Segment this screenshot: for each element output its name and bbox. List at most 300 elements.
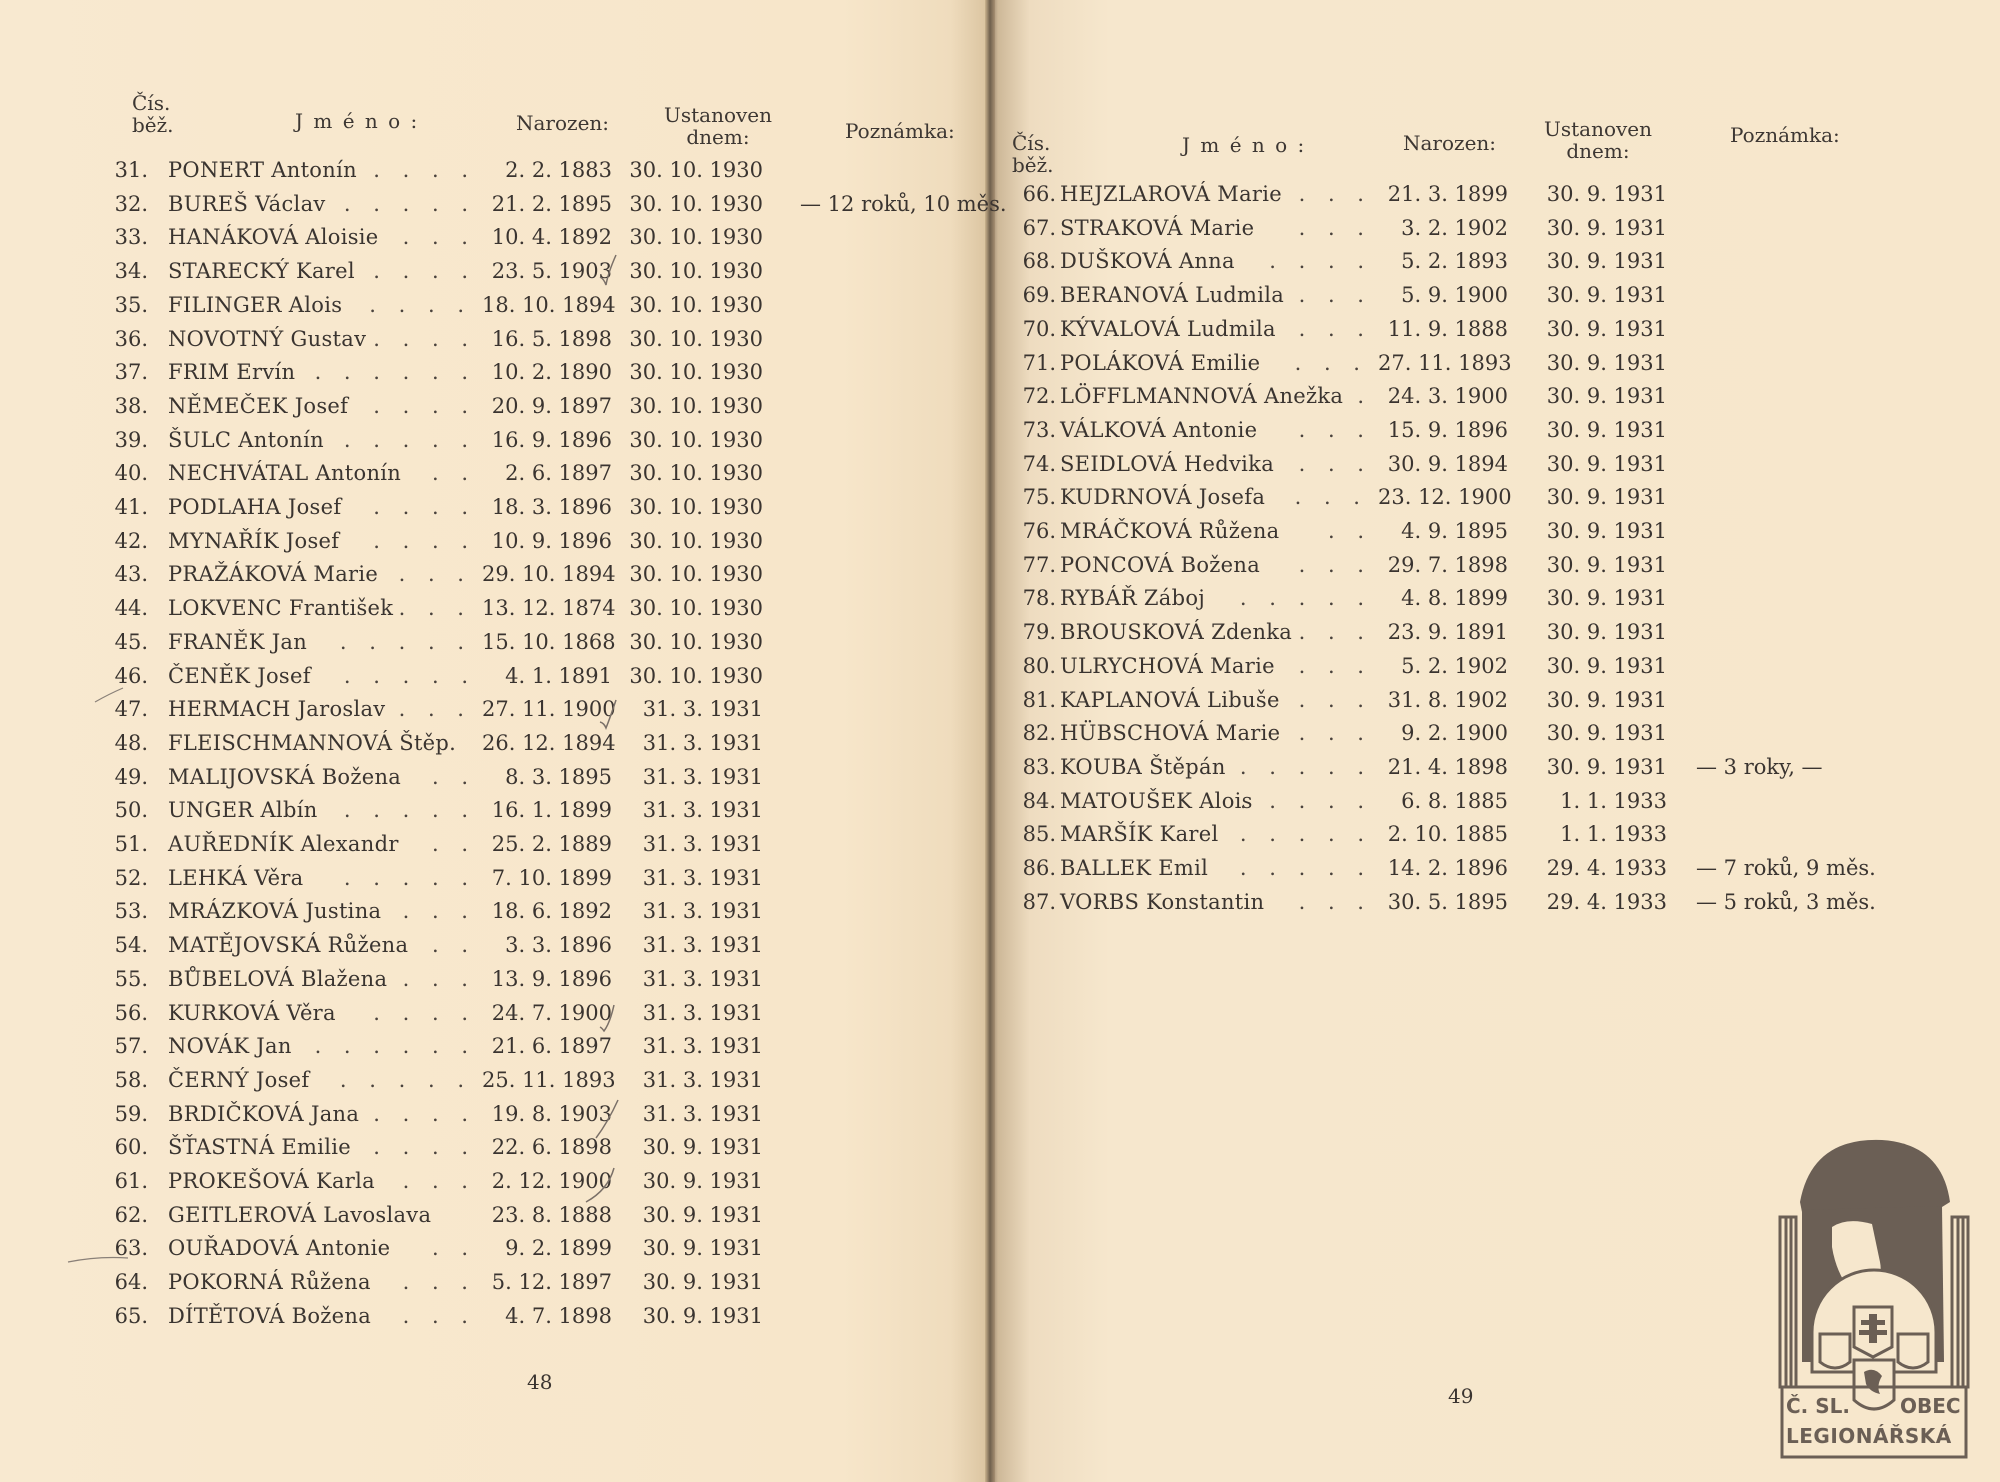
leader-dots: . . . . . <box>343 798 476 823</box>
leader-dots: . . . <box>402 225 476 250</box>
row-number: 49. <box>114 764 148 789</box>
check-mark-icon <box>600 700 616 728</box>
birth-date: 18. 3. 1896 <box>491 495 612 519</box>
birth-date: 5. 2. 1902 <box>1401 653 1508 678</box>
appointment-date: 30. 10. 1930 <box>629 528 763 553</box>
appointment-date: 30. 9. 1931 <box>1546 249 1667 274</box>
leader-dots: . . . <box>398 596 472 621</box>
birth-date: 16. 5. 1898 <box>491 326 612 351</box>
appointment-date: 29. 4. 1933 <box>1546 889 1667 914</box>
appointment-date: 30. 10. 1930 <box>629 393 763 418</box>
row-number: 82. <box>1022 721 1056 746</box>
leader-dots: . . . <box>1298 620 1372 645</box>
birth-date: 8. 3. 1895 <box>505 764 612 789</box>
appointed-label: Ustanoven <box>1543 117 1653 141</box>
leader-dots: . . . <box>1298 721 1372 746</box>
row-number: 62. <box>114 1202 148 1227</box>
appointment-date: 30. 10. 1930 <box>629 427 763 452</box>
row-number: 60. <box>114 1135 148 1160</box>
page-number-right: 49 <box>1448 1384 1474 1408</box>
appointment-date: 30. 9. 1931 <box>1546 384 1667 409</box>
legion-logo <box>1772 1132 1976 1462</box>
appointment-date: 31. 3. 1931 <box>642 1034 763 1059</box>
birth-date: 27. 11. 1893 <box>1378 350 1512 375</box>
birth-date: 21. 6. 1897 <box>491 1034 612 1059</box>
person-name: STARECKÝ Karel <box>168 259 355 284</box>
appointed-label: Ustanoven <box>663 103 773 127</box>
appointment-date: 30. 9. 1931 <box>1546 283 1667 308</box>
birth-date: 9. 2. 1899 <box>505 1236 612 1261</box>
leader-dots: . . . . <box>373 1101 476 1126</box>
birth-date: 4. 1. 1891 <box>505 663 612 688</box>
appointment-date: 30. 10. 1930 <box>629 360 763 385</box>
person-name: LEHKÁ Věra <box>168 865 304 890</box>
birth-date: 26. 12. 1894 <box>482 730 616 755</box>
person-name: UNGER Albín <box>168 798 318 823</box>
appointment-date: 1. 1. 1933 <box>1560 788 1667 813</box>
person-name: MRÁZKOVÁ Justina <box>168 899 382 924</box>
leader-dots: . . . . . <box>339 1067 472 1092</box>
row-number: 64. <box>114 1270 148 1295</box>
leader-dots: . . . <box>1298 889 1372 914</box>
person-name: ULRYCHOVÁ Marie <box>1060 653 1275 678</box>
leader-dots: . . . . . <box>1239 822 1372 847</box>
row-number: 83. <box>1022 754 1056 779</box>
birth-date: 20. 9. 1897 <box>491 393 612 418</box>
person-name: BUREŠ Václav <box>168 191 326 216</box>
birth-date: 13. 12. 1874 <box>482 596 616 621</box>
person-name: NECHVÁTAL Antonín <box>168 461 402 486</box>
appointment-date: 30. 9. 1931 <box>1546 653 1667 678</box>
person-name: PODLAHA Josef <box>168 495 342 519</box>
birth-date: 3. 3. 1896 <box>505 933 612 958</box>
birth-date: 2. 2. 1883 <box>505 158 612 182</box>
row-number: 61. <box>114 1169 148 1193</box>
leader-dots: . . . <box>1294 350 1368 375</box>
logo-text-line1-right: OBEC <box>1900 1394 1961 1418</box>
leader-dots: . . . <box>1294 485 1368 510</box>
leader-dots: . . . <box>402 1169 476 1193</box>
person-name: VORBS Konstantin <box>1060 889 1265 914</box>
person-name: MALIJOVSKÁ Božena <box>168 764 402 789</box>
person-name: RYBÁŘ Záboj <box>1060 586 1206 611</box>
note-text: — 5 roků, 3 měs. <box>1696 889 1876 914</box>
person-name: GEITLEROVÁ Lavoslava <box>168 1202 432 1227</box>
birth-date: 29. 7. 1898 <box>1387 552 1508 577</box>
birth-date: 4. 7. 1898 <box>505 1303 612 1328</box>
appointment-date: 30. 10. 1930 <box>629 495 763 519</box>
row-number: 81. <box>1022 687 1056 712</box>
appointment-date: 30. 9. 1931 <box>642 1169 763 1193</box>
born-column-header: Narozen: <box>516 111 610 135</box>
row-number: 85. <box>1022 822 1056 847</box>
row-number: 36. <box>114 326 148 351</box>
appointment-date: 30. 10. 1930 <box>629 292 763 317</box>
appointment-date: 30. 9. 1931 <box>1546 182 1667 206</box>
row-number: 70. <box>1022 316 1056 341</box>
row-number: 44. <box>114 596 148 621</box>
birth-date: 21. 4. 1898 <box>1387 754 1508 779</box>
leader-dots: . . . . <box>373 326 476 351</box>
person-name: DUŠKOVÁ Anna <box>1060 249 1235 274</box>
birth-date: 4. 8. 1899 <box>1401 586 1508 611</box>
row-number: 47. <box>114 697 148 722</box>
name-column-header-right: J m é n o : <box>1182 133 1307 157</box>
birth-date: 14. 2. 1896 <box>1387 856 1508 880</box>
row-number: 58. <box>114 1067 148 1092</box>
person-name: KÝVALOVÁ Ludmila <box>1060 316 1276 341</box>
appointment-date: 30. 9. 1931 <box>1546 552 1667 577</box>
leader-dots: . . . <box>1298 451 1372 476</box>
appointment-date: 30. 9. 1931 <box>1546 451 1667 476</box>
birth-date: 19. 8. 1903 <box>491 1101 612 1126</box>
row-number: 74. <box>1022 451 1056 476</box>
leader-dots: . . . . <box>373 158 476 182</box>
appointment-date: 30. 9. 1931 <box>1546 620 1667 645</box>
appointment-date: 30. 10. 1930 <box>629 191 763 216</box>
born-column-header-right: Narozen: <box>1403 131 1497 155</box>
person-name: FILINGER Alois <box>168 292 343 317</box>
birth-date: 23. 9. 1891 <box>1387 620 1508 645</box>
appointment-date: 31. 3. 1931 <box>642 730 763 755</box>
row-number: 86. <box>1022 856 1056 880</box>
person-name: MRÁČKOVÁ Růžena <box>1060 519 1280 543</box>
row-number: 57. <box>114 1034 148 1059</box>
person-name: POKORNÁ Růžena <box>168 1270 371 1295</box>
name-column-header: J m é n o : <box>295 109 420 133</box>
row-number: 52. <box>114 865 148 890</box>
birth-date: 2. 12. 1900 <box>491 1169 612 1193</box>
person-name: MATĚJOVSKÁ Růžena <box>168 933 409 958</box>
appointment-date: 30. 10. 1930 <box>629 596 763 621</box>
birth-date: 9. 2. 1900 <box>1401 721 1508 746</box>
appointment-date: 1. 1. 1933 <box>1560 822 1667 847</box>
person-name: LÖFFLMANNOVÁ Anežka <box>1060 384 1344 409</box>
person-name: PONERT Antonín <box>168 158 357 182</box>
leader-dots: . . . . <box>373 393 476 418</box>
number-label-2: běž. <box>1012 153 1054 177</box>
leader-dots: . . <box>431 764 476 789</box>
person-name: VÁLKOVÁ Antonie <box>1060 417 1258 442</box>
person-name: FRANĚK Jan <box>168 629 308 654</box>
leader-dots: . . . . . <box>343 191 476 216</box>
appointment-date: 31. 3. 1931 <box>642 832 763 856</box>
person-name: LOKVENC František <box>168 596 394 621</box>
leader-dots: . . . . <box>369 292 472 317</box>
appointment-date: 30. 9. 1931 <box>1546 721 1667 746</box>
row-number: 45. <box>114 629 148 654</box>
person-name: PONCOVÁ Božena <box>1060 552 1261 577</box>
birth-date: 16. 9. 1896 <box>491 427 612 452</box>
leader-dots: . . . <box>1298 653 1372 678</box>
row-number: 43. <box>114 562 148 587</box>
person-name: HEJZLAROVÁ Marie <box>1060 182 1283 206</box>
appointment-date: 30. 10. 1930 <box>629 663 763 688</box>
row-number: 37. <box>114 360 148 385</box>
leader-dots: . . . <box>398 562 472 587</box>
row-number: 53. <box>114 899 148 924</box>
row-number: 84. <box>1022 788 1056 813</box>
person-name: KUDRNOVÁ Josefa <box>1060 485 1266 510</box>
check-mark-icon <box>600 255 616 285</box>
birth-date: 25. 11. 1893 <box>482 1067 616 1092</box>
birth-date: 16. 1. 1899 <box>491 798 612 823</box>
person-name: NĚMEČEK Josef <box>168 393 349 418</box>
leader-dots: . . . . . <box>339 629 472 654</box>
leader-dots: . . . <box>402 1270 476 1295</box>
row-number: 48. <box>114 730 148 755</box>
birth-date: 23. 5. 1903 <box>491 259 612 284</box>
row-number: 80. <box>1022 653 1056 678</box>
leader-dots: . . . <box>398 697 472 722</box>
leader-dots: . . <box>431 832 476 856</box>
pencil-stroke <box>95 688 123 702</box>
person-name: ČENĚK Josef <box>168 663 311 688</box>
row-number: 51. <box>114 832 148 856</box>
appointment-date: 30. 10. 1930 <box>629 461 763 486</box>
leader-dots: . . . . . <box>343 427 476 452</box>
birth-date: 23. 12. 1900 <box>1378 485 1512 510</box>
row-number: 33. <box>114 225 148 250</box>
note-text: — 7 roků, 9 měs. <box>1696 856 1876 880</box>
leader-dots: . . <box>431 461 476 486</box>
person-name: ČERNÝ Josef <box>168 1067 310 1092</box>
person-name: KAPLANOVÁ Libuše <box>1060 687 1280 712</box>
leader-dots: . . . <box>1298 215 1372 240</box>
leader-dots: . . . . <box>373 1135 476 1160</box>
person-name: MYNAŘÍK Josef <box>168 528 340 553</box>
person-name: FRIM Ervín <box>168 360 296 385</box>
appointment-date: 30. 10. 1930 <box>629 158 763 182</box>
leader-dots: . . . . <box>373 528 476 553</box>
leader-dots: . . . . . . <box>314 1034 476 1059</box>
appointment-date: 30. 9. 1931 <box>642 1135 763 1160</box>
birth-date: 24. 3. 1900 <box>1387 384 1508 409</box>
birth-date: 2. 10. 1885 <box>1387 822 1508 847</box>
appointment-date: 30. 9. 1931 <box>1546 586 1667 611</box>
birth-date: 4. 9. 1895 <box>1401 519 1508 543</box>
leader-dots: . . . <box>1298 687 1372 712</box>
appointment-date: 31. 3. 1931 <box>642 764 763 789</box>
row-number: 67. <box>1022 215 1056 240</box>
appointment-date: 30. 9. 1931 <box>642 1270 763 1295</box>
row-number: 31. <box>114 158 148 182</box>
number-label: Čís. <box>132 91 171 115</box>
row-number: 54. <box>114 933 148 958</box>
leader-dots: . . . <box>1298 552 1372 577</box>
leader-dots: . . . . <box>1269 249 1372 274</box>
birth-date: 5. 12. 1897 <box>491 1270 612 1295</box>
leader-dots: . . . . <box>373 495 476 519</box>
leader-dots: . . . . <box>373 1000 476 1025</box>
birth-date: 30. 9. 1894 <box>1387 451 1508 476</box>
leader-dots: . . . . . <box>343 663 476 688</box>
birth-date: 10. 4. 1892 <box>491 225 612 250</box>
birth-date: 15. 10. 1868 <box>482 629 616 654</box>
person-name: MATOUŠEK Alois <box>1060 788 1253 813</box>
person-name: NOVOTNÝ Gustav <box>168 326 367 351</box>
leader-dots: . . . <box>402 966 476 991</box>
birth-date: 21. 3. 1899 <box>1387 182 1508 206</box>
page-number-left: 48 <box>527 1370 553 1394</box>
appointment-date: 29. 4. 1933 <box>1546 856 1667 880</box>
person-name: BRDIČKOVÁ Jana <box>168 1101 360 1126</box>
leader-dots: . . . <box>1298 316 1372 341</box>
appointment-date: 30. 9. 1931 <box>1546 754 1667 779</box>
birth-date: 25. 2. 1889 <box>491 832 612 856</box>
number-label: Čís. <box>1012 131 1051 155</box>
note-text: — 12 roků, 10 měs. <box>800 191 1007 216</box>
leader-dots: . . . . . . <box>314 360 476 385</box>
birth-date: 27. 11. 1900 <box>482 697 616 722</box>
leader-dots: . . . <box>1298 283 1372 308</box>
person-name: HERMACH Jaroslav <box>168 697 386 722</box>
leader-dots: . . . <box>1298 417 1372 442</box>
row-number: 66. <box>1022 182 1056 206</box>
person-name: AUŘEDNÍK Alexandr <box>168 832 399 856</box>
birth-date: 23. 8. 1888 <box>491 1202 612 1227</box>
appointed-label-2: dnem: <box>1566 139 1630 163</box>
leader-dots: . . . . . <box>1239 788 1372 813</box>
row-number: 35. <box>114 292 148 317</box>
row-number: 59. <box>114 1101 148 1126</box>
note-column-header-right: Poznámka: <box>1730 123 1840 147</box>
row-number: 55. <box>114 966 148 991</box>
row-number: 73. <box>1022 417 1056 442</box>
birth-date: 11. 9. 1888 <box>1387 316 1508 341</box>
birth-date: 15. 9. 1896 <box>1387 417 1508 442</box>
birth-date: 31. 8. 1902 <box>1387 687 1508 712</box>
appointment-date: 31. 3. 1931 <box>642 697 763 722</box>
person-name: PRAŽÁKOVÁ Marie <box>168 562 379 587</box>
leader-dots: . . . . . <box>1239 856 1372 880</box>
appointment-date: 30. 10. 1930 <box>629 225 763 250</box>
appointment-date: 30. 9. 1931 <box>1546 417 1667 442</box>
row-number: 77. <box>1022 552 1056 577</box>
check-mark-icon <box>586 1168 614 1202</box>
note-column-header: Poznámka: <box>845 119 955 143</box>
person-name: NOVÁK Jan <box>168 1034 292 1059</box>
person-name: ŠULC Antonín <box>168 427 324 452</box>
appointment-date: 30. 10. 1930 <box>629 629 763 654</box>
person-name: BROUSKOVÁ Zdenka <box>1060 620 1293 645</box>
row-number: 56. <box>114 1000 148 1025</box>
row-number: 41. <box>114 495 148 519</box>
birth-date: 10. 9. 1896 <box>491 528 612 553</box>
birth-date: 29. 10. 1894 <box>482 562 616 587</box>
appointment-date: 30. 10. 1930 <box>629 259 763 284</box>
person-name: KOUBA Štěpán <box>1060 754 1226 779</box>
appointment-date: 31. 3. 1931 <box>642 865 763 890</box>
leader-dots: . . <box>1327 519 1372 543</box>
birth-date: 5. 2. 1893 <box>1401 249 1508 274</box>
person-name: FLEISCHMANNOVÁ Štěp. <box>168 730 457 755</box>
birth-date: 24. 7. 1900 <box>491 1000 612 1025</box>
appointment-date: 31. 3. 1931 <box>642 899 763 924</box>
birth-date: 2. 6. 1897 <box>505 461 612 486</box>
appointment-date: 31. 3. 1931 <box>642 1067 763 1092</box>
appointment-date: 30. 9. 1931 <box>642 1303 763 1328</box>
check-mark-icon <box>600 1005 614 1031</box>
person-name: MARŠÍK Karel <box>1060 822 1219 847</box>
leader-dots: . . . <box>1298 182 1372 206</box>
birth-date: 5. 9. 1900 <box>1401 283 1508 308</box>
row-number: 42. <box>114 528 148 553</box>
appointment-date: 30. 9. 1931 <box>1546 485 1667 510</box>
leader-dots: . . . <box>402 899 476 924</box>
birth-date: 6. 8. 1885 <box>1401 788 1508 813</box>
appointment-date: 30. 9. 1931 <box>1546 687 1667 712</box>
person-name: BŮBELOVÁ Blažena <box>168 966 388 991</box>
person-name: DÍTĚTOVÁ Božena <box>168 1303 372 1328</box>
row-number: 69. <box>1022 283 1056 308</box>
row-number: 71. <box>1022 350 1056 375</box>
number-label-2: běž. <box>132 113 174 137</box>
appointment-date: 31. 3. 1931 <box>642 798 763 823</box>
person-name: POLÁKOVÁ Emilie <box>1060 350 1261 375</box>
row-number: 79. <box>1022 620 1056 645</box>
appointed-label-2: dnem: <box>686 125 750 149</box>
person-name: KURKOVÁ Věra <box>168 1000 336 1025</box>
row-number: 46. <box>114 663 148 688</box>
row-number: 32. <box>114 191 148 216</box>
row-number: 63. <box>114 1236 148 1261</box>
person-name: OUŘADOVÁ Antonie <box>168 1236 391 1261</box>
appointment-date: 30. 9. 1931 <box>1546 215 1667 240</box>
person-name: STRAKOVÁ Marie <box>1060 215 1255 240</box>
row-number: 87. <box>1022 889 1056 914</box>
birth-date: 18. 10. 1894 <box>482 292 616 317</box>
leader-dots: . . . . <box>373 259 476 284</box>
logo-text-line2: LEGIONÁŘSKÁ <box>1786 1424 1952 1448</box>
birth-date: 10. 2. 1890 <box>491 360 612 385</box>
leader-dots: . . <box>431 933 476 958</box>
person-name: SEIDLOVÁ Hedvika <box>1060 451 1275 476</box>
row-number: 76. <box>1022 519 1056 543</box>
row-number: 38. <box>114 393 148 418</box>
birth-date: 21. 2. 1895 <box>491 191 612 216</box>
leader-dots: . . . . . <box>1239 586 1372 611</box>
row-number: 34. <box>114 259 148 284</box>
leader-dots: . <box>1357 384 1372 409</box>
leader-dots: . . . <box>402 1303 476 1328</box>
row-number: 40. <box>114 461 148 486</box>
appointment-date: 30. 10. 1930 <box>629 326 763 351</box>
row-number: 50. <box>114 798 148 823</box>
leader-dots: . . . . . <box>1239 754 1372 779</box>
appointment-date: 30. 9. 1931 <box>1546 519 1667 543</box>
row-number: 72. <box>1022 384 1056 409</box>
logo-text-line1-left: Č. SL. <box>1786 1394 1850 1418</box>
person-name: HANÁKOVÁ Aloisie <box>168 225 379 250</box>
row-number: 68. <box>1022 249 1056 274</box>
row-number: 65. <box>114 1303 148 1328</box>
person-name: BALLEK Emil <box>1060 856 1209 880</box>
birth-date: 18. 6. 1892 <box>491 899 612 924</box>
appointment-date: 30. 9. 1931 <box>642 1236 763 1261</box>
birth-date: 22. 6. 1898 <box>491 1135 612 1160</box>
row-number: 39. <box>114 427 148 452</box>
appointment-date: 30. 9. 1931 <box>1546 350 1667 375</box>
pencil-stroke <box>68 1258 128 1263</box>
leader-dots: . . . . . <box>343 865 476 890</box>
birth-date: 7. 10. 1899 <box>491 865 612 890</box>
person-name: PROKEŠOVÁ Karla <box>168 1169 375 1193</box>
row-number: 75. <box>1022 485 1056 510</box>
check-mark-icon <box>596 1100 618 1138</box>
appointment-date: 31. 3. 1931 <box>642 966 763 991</box>
appointment-date: 31. 3. 1931 <box>642 933 763 958</box>
